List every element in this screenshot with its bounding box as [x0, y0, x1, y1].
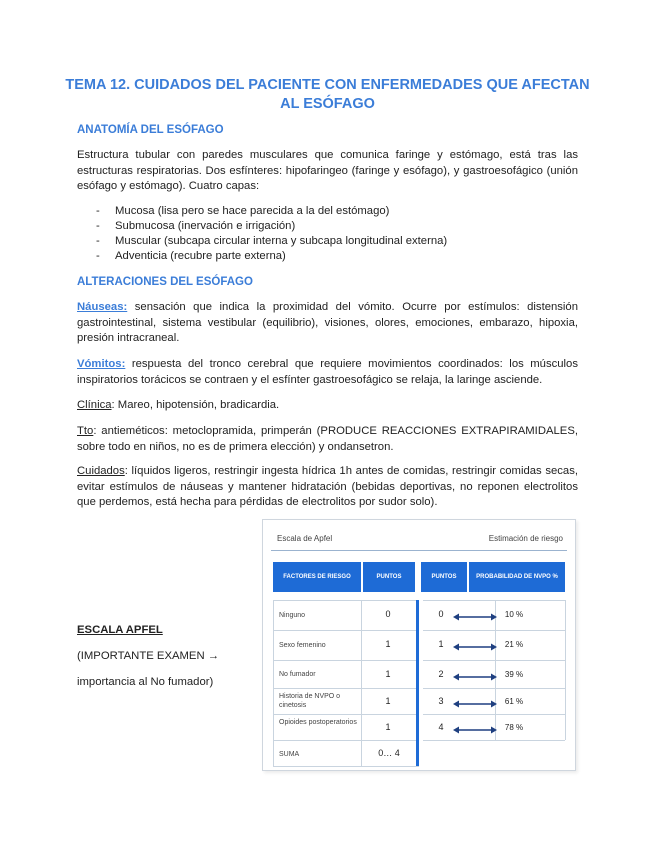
- factor-points: 1: [385, 722, 391, 732]
- double-arrow-icon: [453, 673, 497, 681]
- list-item: - Adventicia (recubre parte externa): [96, 249, 447, 264]
- apfel-note-line2: importancia al No fumador): [77, 676, 214, 688]
- grid-line: [273, 740, 419, 741]
- risk-probability: 39 %: [504, 670, 524, 679]
- grid-line: [273, 660, 419, 661]
- factor-points: 0: [385, 609, 391, 619]
- col-header-probabilidad: PROBABILIDAD DE NVPO %: [469, 562, 565, 592]
- risk-probability: 78 %: [504, 723, 524, 732]
- factor-name: Historia de NVPO o cinetosis: [279, 693, 341, 709]
- risk-points: 3: [438, 696, 444, 706]
- grid-line: [423, 630, 565, 631]
- heading-anatomia: ANATOMÍA DEL ESÓFAGO: [77, 124, 224, 136]
- paragraph-clinica: [77, 398, 578, 414]
- figure-header-rule: [271, 550, 567, 551]
- risk-points: 4: [438, 722, 444, 732]
- grid-line: [423, 660, 565, 661]
- risk-probability: 21 %: [504, 640, 524, 649]
- double-arrow-icon: [453, 643, 497, 651]
- apfel-title-text: ESCALA APFEL: [77, 624, 163, 636]
- double-arrow-icon: [453, 613, 497, 621]
- col-header-factores: FACTORES DE RIESGO: [273, 562, 361, 592]
- figure-header-right: Estimación de riesgo: [488, 534, 563, 543]
- factor-points: 1: [385, 669, 391, 679]
- term-tto: Tto: [77, 425, 94, 437]
- apfel-scale-figure: [262, 519, 576, 771]
- factor-name: No fumador: [279, 671, 316, 678]
- layers-list: [96, 204, 447, 264]
- factor-points: 1: [385, 696, 391, 706]
- risk-probability: 10 %: [504, 610, 524, 619]
- column-divider-bar: [416, 600, 419, 766]
- grid-line: [495, 600, 496, 740]
- list-item: - Mucosa (lisa pero se hace parecida a la del estómago): [96, 204, 447, 219]
- page-title: TEMA 12. CUIDADOS DEL PACIENTE CON ENFERMEDADES QUE AFECTAN AL ESÓFAGO: [65, 77, 590, 112]
- grid-line: [361, 600, 362, 766]
- text-nauseas: sensación que indica la proximidad del vómito. Ocurre por estímulos: distensión gastrointestinal, sistema vestibular (equilibrio), visiones, olores, emociones, embarazo, hipoxia, presión intracraneal.: [77, 301, 578, 344]
- risk-points: 1: [438, 639, 444, 649]
- apfel-note-line1: (IMPORTANTE EXAMEN →: [77, 650, 220, 662]
- grid-line: [423, 714, 565, 715]
- grid-line: [273, 714, 419, 715]
- grid-line: [273, 600, 419, 601]
- double-arrow-icon: [453, 700, 497, 708]
- list-item: - Submucosa (inervación e irrigación): [96, 219, 447, 234]
- paragraph-vomitos: [77, 357, 578, 388]
- factor-name: Sexo femenino: [279, 642, 326, 649]
- heading-alteraciones: ALTERACIONES DEL ESÓFAGO: [77, 276, 253, 288]
- figure-header-left: Escala de Apfel: [277, 534, 333, 543]
- text-vomitos: respuesta del tronco cerebral que requiere movimientos coordinados: los músculos inspiratorios torácicos se contraen y el esfínter gastroesofágico se relaja, la laringe asciende.: [77, 358, 578, 386]
- term-nauseas: Náuseas:: [77, 301, 128, 313]
- paragraph-tto: [77, 424, 578, 455]
- text-cuidados: : líquidos ligeros, restringir ingesta hídrica 1h antes de comidas, restringir comidas secas, evitar estímulos de náuseas y mantener hidratación (bebidas deportivas, no reponen electrolitos que perdemos, está hecha para pérdidas de electrolitos por sudor solo).: [77, 465, 578, 508]
- list-item: - Muscular (subcapa circular interna y subcapa longitudinal externa): [96, 234, 447, 249]
- grid-line: [273, 688, 419, 689]
- risk-points: 2: [438, 669, 444, 679]
- grid-line: [273, 766, 419, 767]
- double-arrow-icon: [453, 726, 497, 734]
- paragraph-anatomia: Estructura tubular con paredes musculares que comunica faringe y estómago, está tras las estructuras respiratorias. Dos esfínteres: hipofaringeo (faringe y esófago), y gastroesofágico (unión esófago y estómago). Cuatro capas:: [77, 149, 578, 192]
- risk-points: 0: [438, 609, 444, 619]
- sum-label: SUMA: [279, 751, 300, 758]
- grid-line: [565, 600, 566, 740]
- apfel-side-title: [77, 624, 163, 636]
- grid-line: [423, 600, 565, 601]
- paragraph-nauseas: [77, 300, 578, 347]
- text-clinica: : Mareo, hipotensión, bradicardia.: [111, 399, 280, 411]
- text-tto: : antieméticos: metoclopramida, primperán (PRODUCE REACCIONES EXTRAPIRAMIDALES, sobre todo en niños, no es de primera elección) y ondansetron.: [77, 425, 578, 453]
- term-cuidados: Cuidados: [77, 465, 125, 477]
- term-vomitos: Vómitos:: [77, 358, 126, 370]
- grid-line: [423, 688, 565, 689]
- risk-probability: 61 %: [504, 697, 524, 706]
- grid-line: [273, 600, 274, 766]
- paragraph-cuidados: [77, 464, 578, 511]
- grid-line: [423, 740, 565, 741]
- sum-points: 0… 4: [378, 748, 400, 758]
- factor-name: Ninguno: [279, 612, 306, 619]
- factor-points: 1: [385, 639, 391, 649]
- factor-name: Opioides postoperatorios: [279, 719, 357, 726]
- term-clinica: Clínica: [77, 399, 112, 411]
- col-header-puntos: PUNTOS: [363, 562, 415, 592]
- grid-line: [273, 630, 419, 631]
- col-header-puntos-2: PUNTOS: [421, 562, 467, 592]
